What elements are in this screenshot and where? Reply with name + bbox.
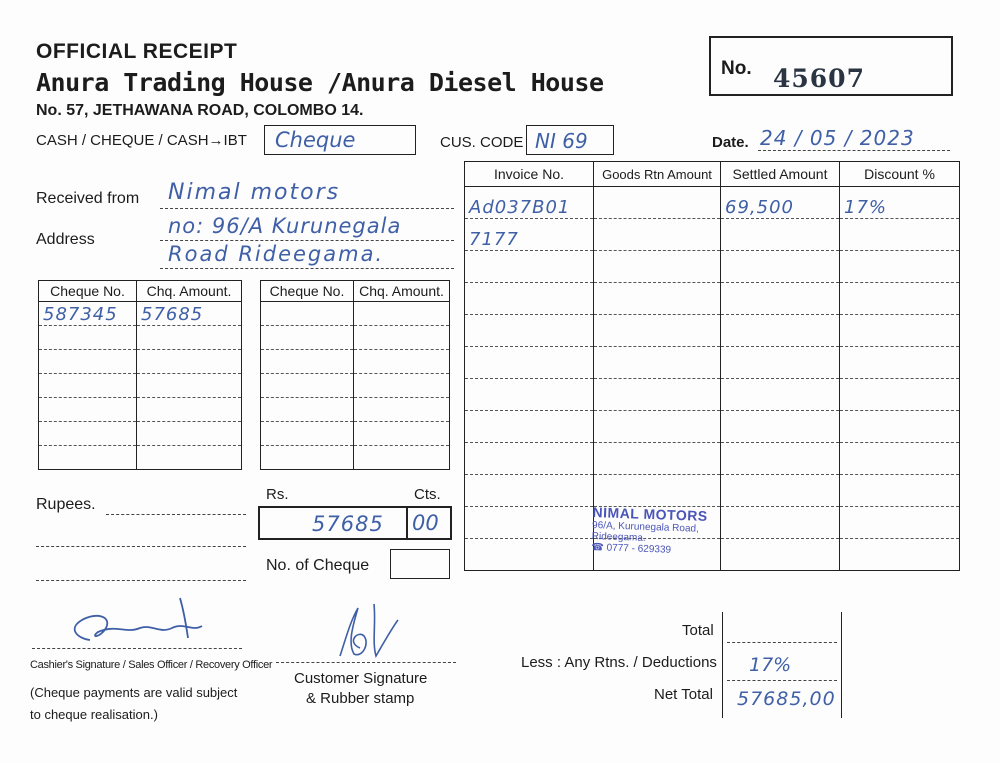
cheque-row (39, 350, 242, 374)
cheque-row-cell (137, 374, 242, 398)
less-label: Less : Any Rtns. / Deductions (521, 654, 717, 671)
invoice-row-cell (840, 475, 960, 507)
cus-code-value: NI 69 (535, 129, 588, 153)
cheque-row (261, 326, 450, 350)
cheque-table-right (260, 280, 450, 470)
address-line-1 (160, 216, 454, 241)
receipt-number-value: 45607 (773, 64, 865, 93)
address-label: Address (36, 231, 95, 248)
invoice-row-cell (721, 539, 840, 571)
cheque-table-left (38, 280, 242, 470)
invoice-row-cell (721, 347, 840, 379)
cheque-row-value (261, 424, 265, 445)
cheque-row-value (39, 376, 43, 397)
invoice-row-value (465, 389, 469, 410)
invoice-row-cell (465, 379, 594, 411)
invoice-row-value (840, 357, 844, 378)
cheque-row-value (354, 328, 358, 349)
invoice-row-value (594, 453, 598, 474)
invoice-row-value (840, 517, 844, 538)
cheque-row-cell (261, 350, 354, 374)
cheque-row-value (137, 328, 141, 349)
cheque-row-value (137, 424, 141, 445)
invoice-row-value (721, 261, 725, 282)
invoice-row-cell (721, 219, 840, 251)
cents-value: 00 (412, 511, 439, 535)
cheque-row-cell (354, 302, 450, 326)
payment-mode-label: CASH / CHEQUE / CASH→IBT (36, 132, 247, 149)
invoice-row-cell (721, 411, 840, 443)
rupees-line-1 (106, 500, 246, 515)
invoice-row-cell (840, 347, 960, 379)
cheque-row (261, 446, 450, 470)
invoice-row-cell (840, 315, 960, 347)
invoice-row-cell (465, 443, 594, 475)
invoice-row-cell (465, 283, 594, 315)
address-line-2-value: Road Rideegama. (168, 242, 385, 266)
invoice-row-value (465, 421, 469, 442)
invoice-no-header: Invoice No. (465, 162, 594, 187)
cheque-row-value (354, 304, 358, 325)
address-line-1-value: no: 96/A Kurunegala (168, 214, 402, 238)
cheque-row-cell (39, 374, 137, 398)
invoice-row-value (721, 517, 725, 538)
invoice-row-value: Ad037B01 (469, 197, 571, 218)
invoice-row (465, 219, 960, 251)
invoice-row-cell (594, 411, 721, 443)
invoice-row (465, 475, 960, 507)
cheque-row-value (354, 448, 358, 469)
invoice-row-cell (465, 507, 594, 539)
rubber-stamp (591, 504, 708, 557)
invoice-row (465, 251, 960, 283)
invoice-row-value (840, 229, 844, 250)
received-from-value: Nimal motors (168, 180, 341, 205)
date-line (758, 128, 950, 151)
cheque-row-value (39, 424, 43, 445)
payment-mode-value: Cheque (275, 128, 356, 152)
cheque-row-value (137, 376, 141, 397)
invoice-row-cell (721, 475, 840, 507)
cheque-row-value (354, 424, 358, 445)
customer-signature-line (276, 662, 456, 663)
invoice-row-cell (840, 187, 960, 219)
cheque-row (261, 374, 450, 398)
invoice-row-value (840, 421, 844, 442)
receipt-title: OFFICIAL RECEIPT (36, 40, 238, 63)
total-line (727, 612, 837, 643)
stamp-address-1: 96/A, Kurunegala Road, (591, 519, 700, 535)
company-name: Anura Trading House /Anura Diesel House (36, 68, 604, 97)
invoice-row-value: 17% (844, 197, 888, 218)
company-address: No. 57, JETHAWANA ROAD, COLOMBO 14. (36, 102, 364, 119)
cheque-row-value (261, 328, 265, 349)
cheque-row-cell (354, 374, 450, 398)
cheque-row-value (39, 400, 43, 421)
cheque-row-cell (261, 398, 354, 422)
invoice-row (465, 283, 960, 315)
invoice-row-value (594, 325, 598, 346)
cashier-signature-label: Cashier's Signature / Sales Officer / Recovery Officer (30, 659, 273, 671)
cheque-row (39, 302, 242, 326)
cheque-row-cell (261, 422, 354, 446)
cheque-row (39, 446, 242, 470)
cheque-row-cell (39, 326, 137, 350)
invoice-row-cell (721, 283, 840, 315)
invoice-row-value (465, 517, 469, 538)
customer-signature-label: Customer Signature (294, 670, 428, 687)
invoice-row-cell (840, 539, 960, 571)
cheque-row-cell (39, 302, 137, 326)
cheque-row-cell (137, 326, 242, 350)
invoice-row-cell (840, 411, 960, 443)
invoice-row-cell (721, 379, 840, 411)
invoice-row-cell (840, 443, 960, 475)
invoice-row-cell (465, 187, 594, 219)
invoice-table (464, 161, 960, 571)
cheque-row-value (354, 376, 358, 397)
cheque-row-cell (39, 446, 137, 470)
invoice-row-value (721, 485, 725, 506)
cheque-no-header: Cheque No. (39, 281, 137, 302)
invoice-row-cell (594, 379, 721, 411)
invoice-row-value (840, 325, 844, 346)
invoice-row-value (840, 261, 844, 282)
cheque-row (39, 398, 242, 422)
payment-mode-box (264, 125, 416, 155)
invoice-row-value (840, 485, 844, 506)
invoice-row-value (721, 421, 725, 442)
invoice-row-value (840, 293, 844, 314)
customer-signature-mark (318, 598, 418, 668)
cheque-row-value (261, 376, 265, 397)
invoice-row-cell (465, 315, 594, 347)
cheque-row-cell (137, 350, 242, 374)
cheque-row-value (261, 352, 265, 373)
invoice-row-cell (594, 219, 721, 251)
cheque-row (39, 374, 242, 398)
cus-code-label: CUS. CODE (440, 134, 524, 151)
cheque-row-value (137, 352, 141, 373)
cheque-row-cell (354, 350, 450, 374)
cheque-row-value (39, 352, 43, 373)
invoice-row-cell (840, 219, 960, 251)
cheque-row (261, 302, 450, 326)
invoice-row (465, 443, 960, 475)
cheque-row-cell (261, 446, 354, 470)
no-of-cheque-label: No. of Cheque (266, 557, 370, 574)
cashier-signature-line (32, 648, 242, 649)
invoice-row-value: 7177 (469, 229, 519, 250)
date-label: Date. (712, 134, 749, 151)
invoice-row-cell (594, 347, 721, 379)
cheque-row-cell (137, 398, 242, 422)
cheque-row-cell (39, 398, 137, 422)
invoice-row-cell (465, 411, 594, 443)
invoice-row-cell (721, 507, 840, 539)
invoice-row-value (465, 549, 469, 570)
invoice-row-cell (721, 251, 840, 283)
invoice-row-cell (465, 475, 594, 507)
invoice-row-cell (840, 507, 960, 539)
rs-label: Rs. (266, 486, 289, 503)
cheque-row-cell (354, 398, 450, 422)
cheque-amount-header: Chq. Amount. (354, 281, 450, 302)
invoice-row-cell (721, 443, 840, 475)
cheque-row (261, 422, 450, 446)
invoice-row-value (465, 357, 469, 378)
invoice-row-value (840, 549, 844, 570)
less-line (727, 648, 837, 681)
discount-header: Discount % (840, 162, 960, 187)
invoice-row-value: 69,500 (725, 197, 794, 218)
invoice-row-cell (465, 347, 594, 379)
cheque-row-value (137, 448, 141, 469)
cheque-row (261, 350, 450, 374)
cheque-row-value: 587345 (43, 304, 118, 325)
invoice-row-value (721, 229, 725, 250)
invoice-row (465, 347, 960, 379)
cheque-row-cell (354, 446, 450, 470)
invoice-row-value (594, 261, 598, 282)
invoice-row-cell (594, 251, 721, 283)
invoice-row-cell (465, 251, 594, 283)
invoice-row (465, 379, 960, 411)
invoice-row-value (840, 453, 844, 474)
cheque-row-value (137, 400, 141, 421)
invoice-row-value (594, 389, 598, 410)
invoice-row-value (465, 485, 469, 506)
cheque-row-value (354, 352, 358, 373)
invoice-row-cell (594, 283, 721, 315)
cheque-row-cell (39, 350, 137, 374)
address-line-2 (160, 244, 454, 269)
invoice-row (465, 315, 960, 347)
stamp-phone: ☎ 0777 - 629339 (591, 541, 672, 556)
invoice-row-value (721, 389, 725, 410)
invoice-row (465, 411, 960, 443)
invoice-row-cell (465, 219, 594, 251)
no-of-cheque-box (390, 549, 450, 579)
invoice-row-cell (594, 443, 721, 475)
total-label: Total (682, 622, 714, 639)
invoice-row-value (594, 421, 598, 442)
invoice-row-value (594, 357, 598, 378)
cheque-row-value (261, 400, 265, 421)
cheque-row-cell (261, 374, 354, 398)
cheque-amount-header: Chq. Amount. (137, 281, 242, 302)
receipt-number-box (709, 36, 953, 96)
invoice-row-value (721, 357, 725, 378)
cheque-row-cell (354, 326, 450, 350)
invoice-row-cell (721, 315, 840, 347)
cheque-row-value (39, 328, 43, 349)
invoice-row-value (465, 453, 469, 474)
cus-code-box (526, 125, 614, 155)
cheque-row-cell (137, 446, 242, 470)
date-value: 24 / 05 / 2023 (760, 126, 915, 150)
invoice-row-cell (594, 475, 721, 507)
rupees-line-2 (36, 532, 246, 547)
customer-stamp-label: & Rubber stamp (306, 690, 415, 707)
invoice-row (465, 539, 960, 571)
invoice-row-value (594, 197, 598, 218)
cheque-row-cell (354, 422, 450, 446)
invoice-row-value (465, 293, 469, 314)
cheque-row-cell (261, 326, 354, 350)
invoice-row-cell (465, 539, 594, 571)
goods-rtn-header: Goods Rtn Amount (594, 162, 721, 187)
net-total-line (727, 682, 837, 714)
invoice-row-cell (840, 283, 960, 315)
invoice-row (465, 187, 960, 219)
settled-amount-header: Settled Amount (721, 162, 840, 187)
invoice-row-value (594, 229, 598, 250)
cheque-row (261, 398, 450, 422)
cheque-row-value (39, 448, 43, 469)
invoice-row-value (721, 453, 725, 474)
invoice-row-value (594, 485, 598, 506)
totals-box (722, 612, 842, 718)
rupees-cents-divider (406, 508, 408, 538)
rupees-amount-box (258, 506, 452, 540)
cheque-no-header: Cheque No. (261, 281, 354, 302)
cheque-row-cell (137, 302, 242, 326)
cheque-row (39, 422, 242, 446)
rupees-value: 57685 (312, 512, 384, 536)
invoice-row-value (594, 293, 598, 314)
invoice-row-cell (594, 187, 721, 219)
invoice-row-value (465, 261, 469, 282)
received-from-label: Received from (36, 190, 140, 207)
cheque-row-value (261, 448, 265, 469)
cheque-row-cell (137, 422, 242, 446)
cheque-row-value (354, 400, 358, 421)
stamp-name: NIMAL MOTORS (592, 504, 708, 525)
cheque-row-value: 57685 (141, 304, 204, 325)
invoice-row-value (721, 293, 725, 314)
received-from-line (160, 180, 454, 209)
less-value: 17% (749, 654, 792, 676)
cheque-row (39, 326, 242, 350)
net-total-value: 57685,00 (737, 688, 836, 710)
invoice-row-cell (721, 187, 840, 219)
stamp-address-2: Rideegama. (591, 530, 646, 544)
rupees-label: Rupees. (36, 496, 96, 513)
invoice-row-cell (594, 315, 721, 347)
invoice-row-value (465, 325, 469, 346)
invoice-row-value (721, 549, 725, 570)
invoice-row-cell (840, 379, 960, 411)
invoice-row-cell (840, 251, 960, 283)
cheque-row-cell (39, 422, 137, 446)
invoice-row-value (840, 389, 844, 410)
cheque-row-cell (261, 302, 354, 326)
cts-label: Cts. (414, 486, 441, 503)
invoice-row (465, 507, 960, 539)
cheque-validity-note: (Cheque payments are valid subject to cheque realisation.) (30, 685, 238, 722)
cheque-row-value (261, 304, 265, 325)
net-total-label: Net Total (654, 686, 713, 703)
rupees-line-3 (36, 566, 246, 581)
invoice-row-value (721, 325, 725, 346)
cashier-signature-mark (60, 594, 230, 654)
receipt-number-label: No. (721, 58, 752, 79)
